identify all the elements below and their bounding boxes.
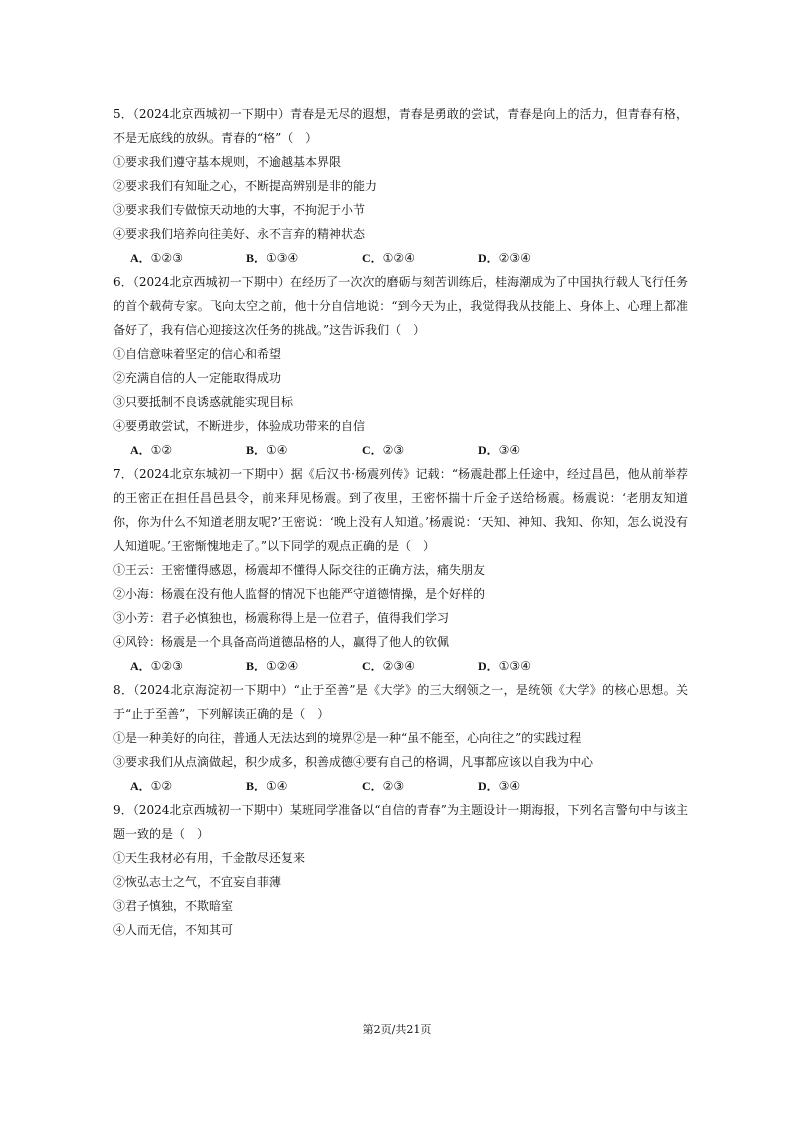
option-statement: ③要求我们专做惊天动地的大事，不拘泥于小节 bbox=[113, 203, 366, 217]
choice-a bbox=[130, 774, 246, 798]
question-5 bbox=[113, 102, 688, 270]
option-statement: ①是一种美好的向往，普通人无法达到的境界②是一种“虽不能至，心向往之”的实践过程 bbox=[113, 731, 582, 745]
choice-text: ①② bbox=[150, 779, 173, 793]
question-source: （2024北京东城初一下期中） bbox=[132, 467, 291, 481]
option-statement: ④要勇敢尝试，不断进步，体验成功带来的自信 bbox=[113, 419, 366, 433]
choice-a bbox=[130, 438, 246, 462]
question-7 bbox=[113, 462, 688, 678]
option-statement: ④风铃：杨震是一个具备高尚道德品格的人，赢得了他人的钦佩 bbox=[113, 635, 450, 649]
answer-choices bbox=[113, 246, 688, 270]
option-statement: ④人而无信，不知其可 bbox=[113, 923, 234, 937]
choice-letter: C． bbox=[362, 659, 383, 673]
choice-text: ①④ bbox=[266, 779, 288, 793]
answer-choices bbox=[113, 438, 688, 462]
question-number: 5． bbox=[113, 107, 133, 121]
choice-letter: A． bbox=[130, 659, 151, 673]
option-statement: ③要求我们从点滴做起，积少成多，积善成德④要有自己的格调，凡事都应该以自我为中心 bbox=[113, 755, 594, 769]
question-number: 7． bbox=[113, 467, 133, 481]
question-stem bbox=[113, 798, 688, 846]
question-number: 6． bbox=[113, 275, 133, 289]
choice-b bbox=[246, 246, 362, 270]
option-statement: ③只要抵制不良诱惑就能实现目标 bbox=[113, 395, 294, 409]
question-source: （2024北京西城初一下期中） bbox=[132, 275, 291, 289]
choice-text: ②③ bbox=[382, 443, 405, 457]
choice-letter: C． bbox=[362, 779, 383, 793]
choice-b bbox=[246, 438, 362, 462]
option-statement: ③小芳：君子必慎独也，杨震称得上是一位君子，值得我们学习 bbox=[113, 611, 450, 625]
question-body: “止于至善”是《大学》的三大纲领之一，是统领《大学》的核心思想。关于“止于至善”，下列解读正确的是（ ） bbox=[113, 683, 689, 721]
choice-text: ①②④ bbox=[266, 659, 299, 673]
choice-text: ②③④ bbox=[498, 251, 531, 265]
option-statement: ①自信意味着坚定的信心和希望 bbox=[113, 347, 282, 361]
choice-text: ③④ bbox=[498, 779, 521, 793]
question-9 bbox=[113, 798, 688, 942]
choice-text: ①②④ bbox=[382, 251, 415, 265]
choice-text: ①②③ bbox=[150, 251, 183, 265]
answer-choices bbox=[113, 774, 688, 798]
choice-text: ②③ bbox=[382, 779, 405, 793]
option-statement: ②恢弘志士之气，不宜妄自菲薄 bbox=[113, 875, 282, 889]
choice-a bbox=[130, 654, 246, 678]
choice-c bbox=[362, 438, 478, 462]
option-statement: ③君子慎独，不欺暗室 bbox=[113, 899, 234, 913]
option-statement: ②小海：杨震在没有他人监督的情况下也能严守道德情操，是个好样的 bbox=[113, 587, 486, 601]
choice-letter: B． bbox=[246, 251, 267, 265]
choice-letter: B． bbox=[246, 443, 267, 457]
choice-letter: D． bbox=[478, 659, 499, 673]
choice-letter: D． bbox=[478, 443, 499, 457]
option-statement: ②要求我们有知耻之心，不断提高辨别是非的能力 bbox=[113, 179, 378, 193]
question-source: （2024北京西城初一下期中） bbox=[132, 107, 291, 121]
choice-text: ①③④ bbox=[266, 251, 299, 265]
choice-text: ③④ bbox=[498, 443, 521, 457]
choice-b bbox=[246, 774, 362, 798]
option-statement: ①天生我材必有用，千金散尽还复来 bbox=[113, 851, 306, 865]
page-number: 第2页/共21页 bbox=[362, 1023, 432, 1036]
choice-text: ①②③ bbox=[150, 659, 183, 673]
choice-letter: C． bbox=[362, 251, 383, 265]
question-body: 青春是无尽的遐想，青春是勇敢的尝试，青春是向上的活力，但青春有格，不是无底线的放纵。青春的“格”（ ） bbox=[113, 107, 688, 145]
choice-text: ①④ bbox=[266, 443, 288, 457]
choice-letter: B． bbox=[246, 659, 267, 673]
choice-d bbox=[478, 654, 594, 678]
choice-text: ①③④ bbox=[498, 659, 531, 673]
choice-text: ②③④ bbox=[382, 659, 415, 673]
choice-letter: A． bbox=[130, 443, 151, 457]
choice-letter: D． bbox=[478, 779, 499, 793]
option-statement: ④要求我们培养向往美好、永不言弃的精神状态 bbox=[113, 227, 366, 241]
question-stem bbox=[113, 462, 688, 558]
question-body: 在经历了一次次的磨砺与刻苦训练后，桂海潮成为了中国执行载人飞行任务的首个载荷专家。飞向太空之前，他十分自信地说：“到今天为止，我觉得我从技能上、身体上、心理上都准备好了，我有信心迎接这次任务的挑战。”这告诉我们（ ） bbox=[113, 275, 688, 337]
question-source: （2024北京海淀初一下期中） bbox=[133, 683, 294, 697]
choice-c bbox=[362, 654, 478, 678]
choice-d bbox=[478, 438, 594, 462]
option-statement: ①王云：王密懂得感恩，杨震却不懂得人际交往的正确方法，痛失朋友 bbox=[113, 563, 486, 577]
choice-letter: C． bbox=[362, 443, 383, 457]
question-body: 某班同学准备以“自信的青春”为主题设计一期海报，下列名言警句中与该主题一致的是（ ） bbox=[113, 803, 688, 841]
choice-d bbox=[478, 774, 594, 798]
answer-choices bbox=[113, 654, 688, 678]
option-statement: ①要求我们遵守基本规则，不逾越基本界限 bbox=[113, 155, 342, 169]
choice-letter: A． bbox=[130, 251, 151, 265]
question-8 bbox=[113, 678, 688, 798]
choice-letter: B． bbox=[246, 779, 267, 793]
page-footer bbox=[0, 1022, 794, 1038]
question-body: 据《后汉书·杨震列传》记载：“杨震赴郡上任途中，经过昌邑，他从前举荐的王密正在担任昌邑县令，前来拜见杨震。到了夜里，王密怀揣十斤金子送给杨震。杨震说：‘老朋友知道你，你为什么不知道老朋友呢?’王密说：‘晚上没有人知道。’杨震说：‘天知、神知、我知、你知，怎么说没有人知道呢。’王密惭愧地走了。”以下同学的观点正确的是（ ） bbox=[113, 467, 688, 553]
choice-c bbox=[362, 774, 478, 798]
question-stem bbox=[113, 102, 688, 150]
question-stem bbox=[113, 270, 688, 342]
choice-d bbox=[478, 246, 594, 270]
question-6 bbox=[113, 270, 688, 462]
question-number: 9． bbox=[113, 803, 133, 817]
question-source: （2024北京西城初一下期中） bbox=[132, 803, 290, 817]
choice-c bbox=[362, 246, 478, 270]
question-number: 8． bbox=[113, 683, 134, 697]
choice-b bbox=[246, 654, 362, 678]
question-list bbox=[113, 102, 688, 942]
question-stem bbox=[113, 678, 688, 726]
choice-letter: A． bbox=[130, 779, 151, 793]
choice-text: ①② bbox=[150, 443, 173, 457]
option-statement: ②充满自信的人一定能取得成功 bbox=[113, 371, 282, 385]
choice-letter: D． bbox=[478, 251, 499, 265]
choice-a bbox=[130, 246, 246, 270]
